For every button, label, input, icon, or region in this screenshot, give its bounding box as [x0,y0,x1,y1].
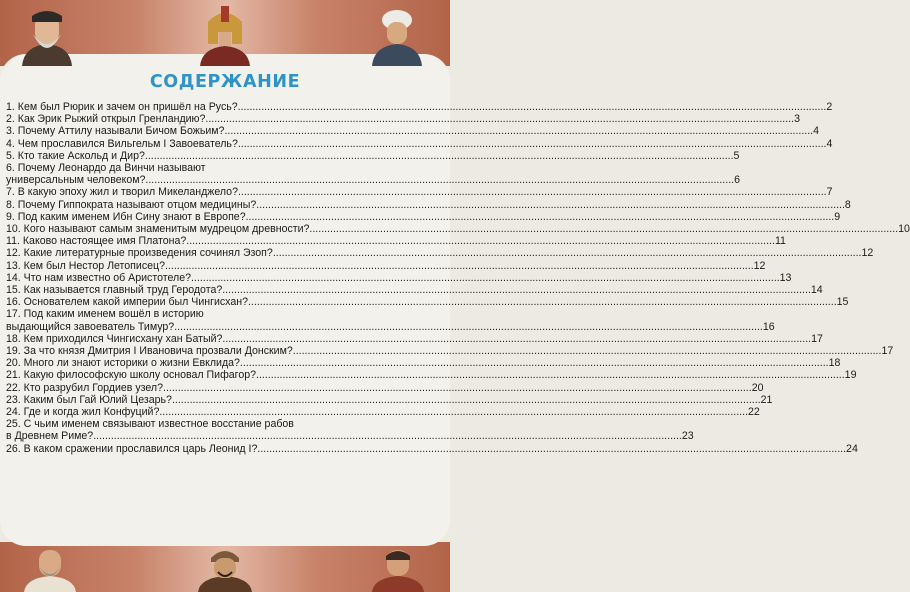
toc-page-number: 9 [834,210,841,223]
dot-leader: ........................................................................................................................................................................................................ [237,137,827,150]
toc-page-number: 3 [794,113,800,126]
dot-leader: ........................................................................................................................................................................................................ [93,430,682,443]
toc-entry-title: выдающийся завоеватель Тимур? [6,320,175,333]
toc-entry-title: 15. Как называется главный труд Геродота? [6,284,223,297]
dot-leader: ........................................................................................................................................................................................................ [222,284,811,297]
dot-leader: ........................................................................................................................................................................................................ [222,332,812,345]
dot-leader: ........................................................................................................................................................................................................ [256,198,845,211]
toc-entry-title: 24. Где и когда жил Конфуций? [6,406,160,419]
toc-entry-title: 26. В каком сражении прославился царь Леонид I? [6,442,258,455]
toc-entry-title: 19. За что князя Дмитрия I Ивановича прозвали Донским? [6,345,293,358]
toc-page-number: 7 [826,186,833,199]
dot-leader: ........................................................................................................................................................................................................ [163,381,752,394]
toc-entry[interactable] [6,345,894,358]
toc-page-number: 20 [751,381,764,394]
toc-page-number: 16 [762,320,775,333]
dot-leader: ........................................................................................................................................................................................................ [171,393,761,406]
dot-leader: ........................................................................................................................................................................................................ [190,271,780,284]
dot-leader: ........................................................................................................................................................................................................ [224,125,814,138]
dot-leader: ........................................................................................................................................................................................................ [292,345,882,358]
toc-page-number: 2 [826,101,833,113]
toc-entry-title: 21. Какую философскую школу основал Пифагор? [6,369,256,382]
greek-philosopher-illustration [22,548,78,592]
toc-page-number: 12 [753,259,766,272]
dot-leader: ........................................................................................................................................................................................................ [145,174,735,187]
toc-page-number: 14 [810,284,823,297]
toc-page-number: 24 [846,442,858,455]
roman-figure-illustration [370,548,426,592]
toc-page-number: 19 [844,369,857,382]
toc-entry-title: 12. Какие литературные произведения сочинял Эзоп? [6,247,273,260]
toc-entry-title: 5. Кто такие Аскольд и Дир? [6,149,145,162]
toc-entry-title: 18. Кем приходился Чингисхану хан Батый? [6,332,223,345]
toc-entry-title: 7. В какую эпоху жил и творил Микеланджело? [6,186,238,199]
toc-entry[interactable] [6,406,760,419]
toc-entry-title: 2. Как Эрик Рыжий открыл Гренландию? [6,113,206,126]
toc-entry[interactable] [6,393,773,406]
toc-entry[interactable] [6,235,786,248]
toc-page-number: 10 [898,223,910,236]
toc-page-number: 6 [734,174,740,187]
toc-entry-title: 9. Под каким именем Ибн Сину знают в Европе? [6,210,246,223]
toc-entry[interactable] [6,186,833,199]
toc-page-number: 17 [881,345,894,358]
toc-entry[interactable] [6,357,841,370]
toc-page-number: 8 [844,198,851,211]
dot-leader: ........................................................................................................................................................................................................ [309,223,899,236]
toc-page-number: 18 [828,357,841,370]
dot-leader: ........................................................................................................................................................................................................ [159,406,749,419]
toc-entry-title: универсальным человеком? [6,174,146,187]
toc-entry-title-line: 6. Почему Леонардо да Винчи называют [6,162,206,175]
table-of-contents [6,101,910,455]
toc-page-number: 15 [836,296,849,309]
toc-page-number: 22 [748,406,760,419]
dot-leader: ........................................................................................................................................................................................................ [272,247,862,260]
dot-leader: ........................................................................................................................................................................................................ [186,235,775,248]
toc-entry[interactable] [6,442,858,455]
toc-entry-title: 16. Основателем какой империи был Чингисхан? [6,296,248,309]
mongol-warrior-illustration [196,546,254,592]
toc-page-number: 4 [826,137,833,150]
dot-leader: ........................................................................................................................................................................................................ [237,101,827,113]
spartan-warrior-illustration [194,4,256,66]
toc-page-number: 5 [733,149,740,162]
toc-entry[interactable] [6,101,833,113]
toc-page-number: 17 [811,332,823,345]
toc-entry-title: 8. Почему Гиппократа называют отцом медицины? [6,198,257,211]
toc-entry-title: в Древнем Риме? [6,430,94,443]
toc-page-number: 13 [779,271,792,284]
toc-entry[interactable] [6,247,874,260]
toc-entry[interactable] [6,308,775,333]
toc-entry-title: 3. Почему Аттилу называли Бичом Божьим? [6,125,225,138]
toc-entry[interactable] [6,210,841,223]
page-title: СОДЕРЖАНИЕ [149,72,301,92]
toc-entry-title: 11. Каково настоящее имя Платона? [6,235,187,248]
toc-entry-title-line: 17. Под каким именем вошёл в историю [6,308,204,321]
toc-page-number: 23 [681,430,694,443]
toc-page-number: 12 [861,247,874,260]
toc-entry-title: 13. Кем был Нестор Летописец? [6,259,165,272]
toc-entry[interactable] [6,223,910,236]
toc-entry-title: 4. Чем прославился Вильгельм I Завоеватель? [6,137,238,150]
toc-entry[interactable] [6,284,823,297]
toc-entry[interactable] [6,113,800,126]
toc-page-number: 4 [813,125,820,138]
toc-entry[interactable] [6,332,823,345]
dot-leader: ........................................................................................................................................................................................................ [247,296,837,309]
turbaned-scholar-illustration [368,8,426,66]
dot-leader: ........................................................................................................................................................................................................ [174,320,763,333]
toc-entry[interactable] [6,418,694,443]
dot-leader: ........................................................................................................................................................................................................ [237,186,827,199]
toc-entry-title: 1. Кем был Рюрик и зачем он пришёл на Русь? [6,101,238,113]
dot-leader: ........................................................................................................................................................................................................ [205,113,795,126]
toc-entry-title: 10. Кого называют самым знаменитым мудрецом древности? [6,223,310,236]
leonardo-portrait-illustration [18,8,76,66]
dot-leader: ........................................................................................................................................................................................................ [256,369,845,382]
dot-leader: ........................................................................................................................................................................................................ [245,210,835,223]
toc-entry[interactable] [6,125,820,138]
toc-entry-title-line: 25. С чьим именем связывают известное восстание рабов [6,418,294,431]
toc-entry[interactable] [6,369,857,382]
toc-entry[interactable] [6,259,766,272]
toc-page-number: 21 [760,393,773,406]
dot-leader: ........................................................................................................................................................................................................ [257,442,847,455]
toc-entry-title: 20. Много ли знают историки о жизни Евклида? [6,357,240,370]
toc-entry[interactable] [6,296,849,309]
toc-entry[interactable] [6,137,833,150]
toc-entry[interactable] [6,198,851,211]
toc-entry[interactable] [6,149,740,162]
toc-entry-title: 14. Что нам известно об Аристотеле? [6,271,191,284]
dot-leader: ........................................................................................................................................................................................................ [239,357,829,370]
toc-page-number: 11 [774,235,786,248]
dot-leader: ........................................................................................................................................................................................................ [164,259,754,272]
dot-leader: ........................................................................................................................................................................................................ [144,149,734,162]
toc-entry[interactable] [6,271,792,284]
toc-entry[interactable] [6,381,764,394]
toc-entry[interactable] [6,162,740,187]
toc-entry-title: 23. Каким был Гай Юлий Цезарь? [6,393,172,406]
toc-entry-title: 22. Кто разрубил Гордиев узел? [6,381,164,394]
